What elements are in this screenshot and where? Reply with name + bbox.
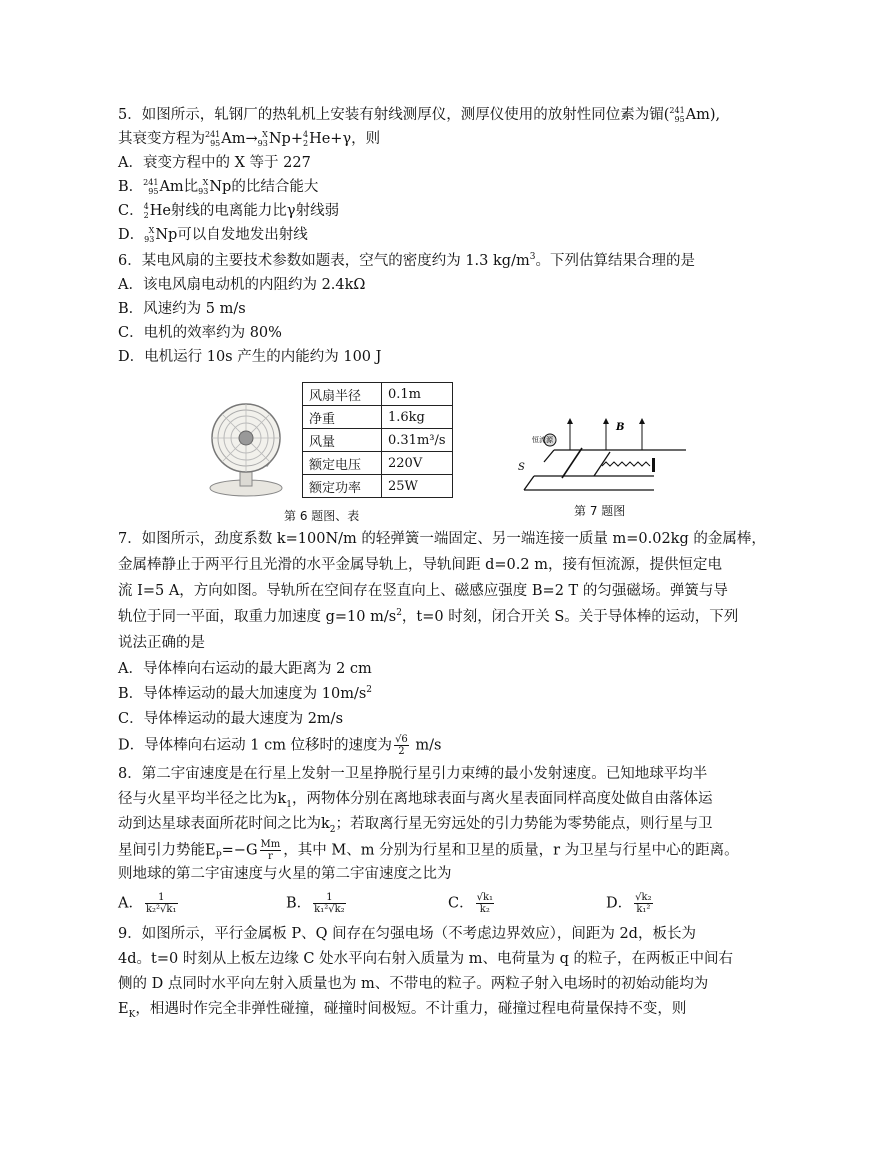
fig7-caption: 第 7 题图 [574,504,626,518]
q5-stem-line2: 其衰变方程为241 95Am→ X 93Np+4 2He+γ，则 [118,130,381,148]
q8-option-c: C． $\frac{\text{√k₁}}{\text{k₂}}$ [448,892,494,915]
q5-option-c: C．4 2He射线的电离能力比γ射线弱 [118,202,340,220]
q5-stem-line1: 5．如图所示，轧钢厂的热轧机上安装有射线测厚仪，测厚仪使用的放射性同位素为镅(241 95Am), [118,106,721,124]
table-row: 风量 0.31m³/s [303,429,453,452]
table-row: 风扇半径 0.1m [303,383,453,406]
q8-option-b: B． $\frac{1}{\text{k₁²√k₂}}$ [286,892,345,915]
q7-stem-line2: 金属棒静止于两平行且光滑的水平金属导轨上，导轨间距 d=0.2 m，接有恒流源，提供恒定电 [118,557,722,573]
label-b: B [616,422,625,433]
q6-stem: 6．某电风扇的主要技术参数如题表，空气的密度约为 1.3 $kg/m^3$。下列估算结果合理的是 [118,252,695,269]
q7-stem-line1: 7．如图所示，劲度系数 k=100N/m 的轻弹簧一端固定、另一端连接一质量 m=0.02kg 的金属棒， [118,531,766,547]
q7-option-c: C．导体棒运动的最大速度为 2m/s [118,711,344,727]
q8-option-a: A． $\frac{1}{\text{k₂²√k₁}}$ [118,892,177,915]
q9-stem-line3: 侧的 D 点同时水平向左射入质量也为 m、不带电的粒子。两粒子射入电场时的初始动能均为 [118,976,709,992]
q7-option-a: A．导体棒向右运动的最大距离为 2 cm [118,661,372,677]
q7-option-d: D．导体棒向右运动 1 cm 位移时的速度为 $\frac{√6}{2}$ m/s [118,734,442,757]
table-row: 净重 1.6kg [303,406,453,429]
fan-illustration [204,396,298,500]
table-row: 额定电压 220V [303,452,453,475]
fig6-caption: 第 6 题图、表 [284,509,360,523]
q7-stem-line3: 流 I=5 A，方向如图。导轨所在空间存在竖直向上、磁感应强度 B=2 T 的匀强磁场。弹簧与导 [118,583,728,599]
q6-option-d: D．电机运行 10s 产生的内能约为 100 J [118,349,382,365]
q7-stem-line4: 轨位于同一平面，取重力加速度 g=10 $m/s^2$，t=0 时刻，闭合开关 S。关于导体棒的运动，下列 [118,608,739,625]
q6-option-b: B．风速约为 5 m/s [118,301,246,317]
q6-option-a: A．该电风扇电动机的内阻约为 2.4kΩ [118,277,366,293]
label-s: S [518,462,525,473]
table-row: 额定功率 25W [303,475,453,498]
fan-spec-table [302,382,453,498]
q8-stem-line2: 径与火星平均半径之比为$k_1$，两物体分别在离地球表面与离火星表面同样高度处做自由落体运 [118,791,713,810]
q8-stem-line3: 动到达星球表面所花时间之比为$k_2$；若取离行星无穷远处的引力势能为零势能点，则行星与卫 [118,816,713,835]
q8-stem-line1: 8．第二宇宙速度是在行星上发射一卫星挣脱行星引力束缚的最小发射速度。已知地球平均半 [118,766,708,782]
q5-option-b: B．241 95Am比 X 93Np的比结合能大 [118,178,319,196]
q8-option-d: D． $\frac{\text{√k₂}}{\text{k₁²}}$ [606,892,652,915]
q7-option-b: B．导体棒运动的最大加速度为 $10m/s^2$ [118,685,373,702]
q9-stem-line2: 4d。t=0 时刻从上板左边缘 C 处水平向右射入质量为 m、电荷量为 q 的粒子，在两板正中间右 [118,951,733,967]
q9-stem-line1: 9．如图所示，平行金属板 P、Q 间存在匀强电场（不考虑边界效应），间距为 2d，板长为 [118,926,696,942]
q7-stem-line5: 说法正确的是 [118,635,205,651]
q5-option-a: A．衰变方程中的 X 等于 227 [118,155,311,171]
q5-option-d: D． X 93Np可以自发地发出射线 [118,226,308,244]
q8-stem-line4: 星间引力势能$E_P=-G$ $\frac{Mm}{r}$ ，其中 M、m 分别为行星和卫星的质量，r 为卫星与行星中心的距离。 [118,839,739,862]
q8-stem-line5: 则地球的第二宇宙速度与火星的第二宇宙速度之比为 [118,866,452,882]
fig7-circuit-diagram [514,412,694,498]
q6-option-c: C．电机的效率约为 80% [118,325,282,341]
label-source: 恒流源 [532,436,553,444]
q9-stem-line4: $E_K$，相遇时作完全非弹性碰撞，碰撞时间极短。不计重力，碰撞过程电荷量保持不变，则 [118,1001,687,1020]
